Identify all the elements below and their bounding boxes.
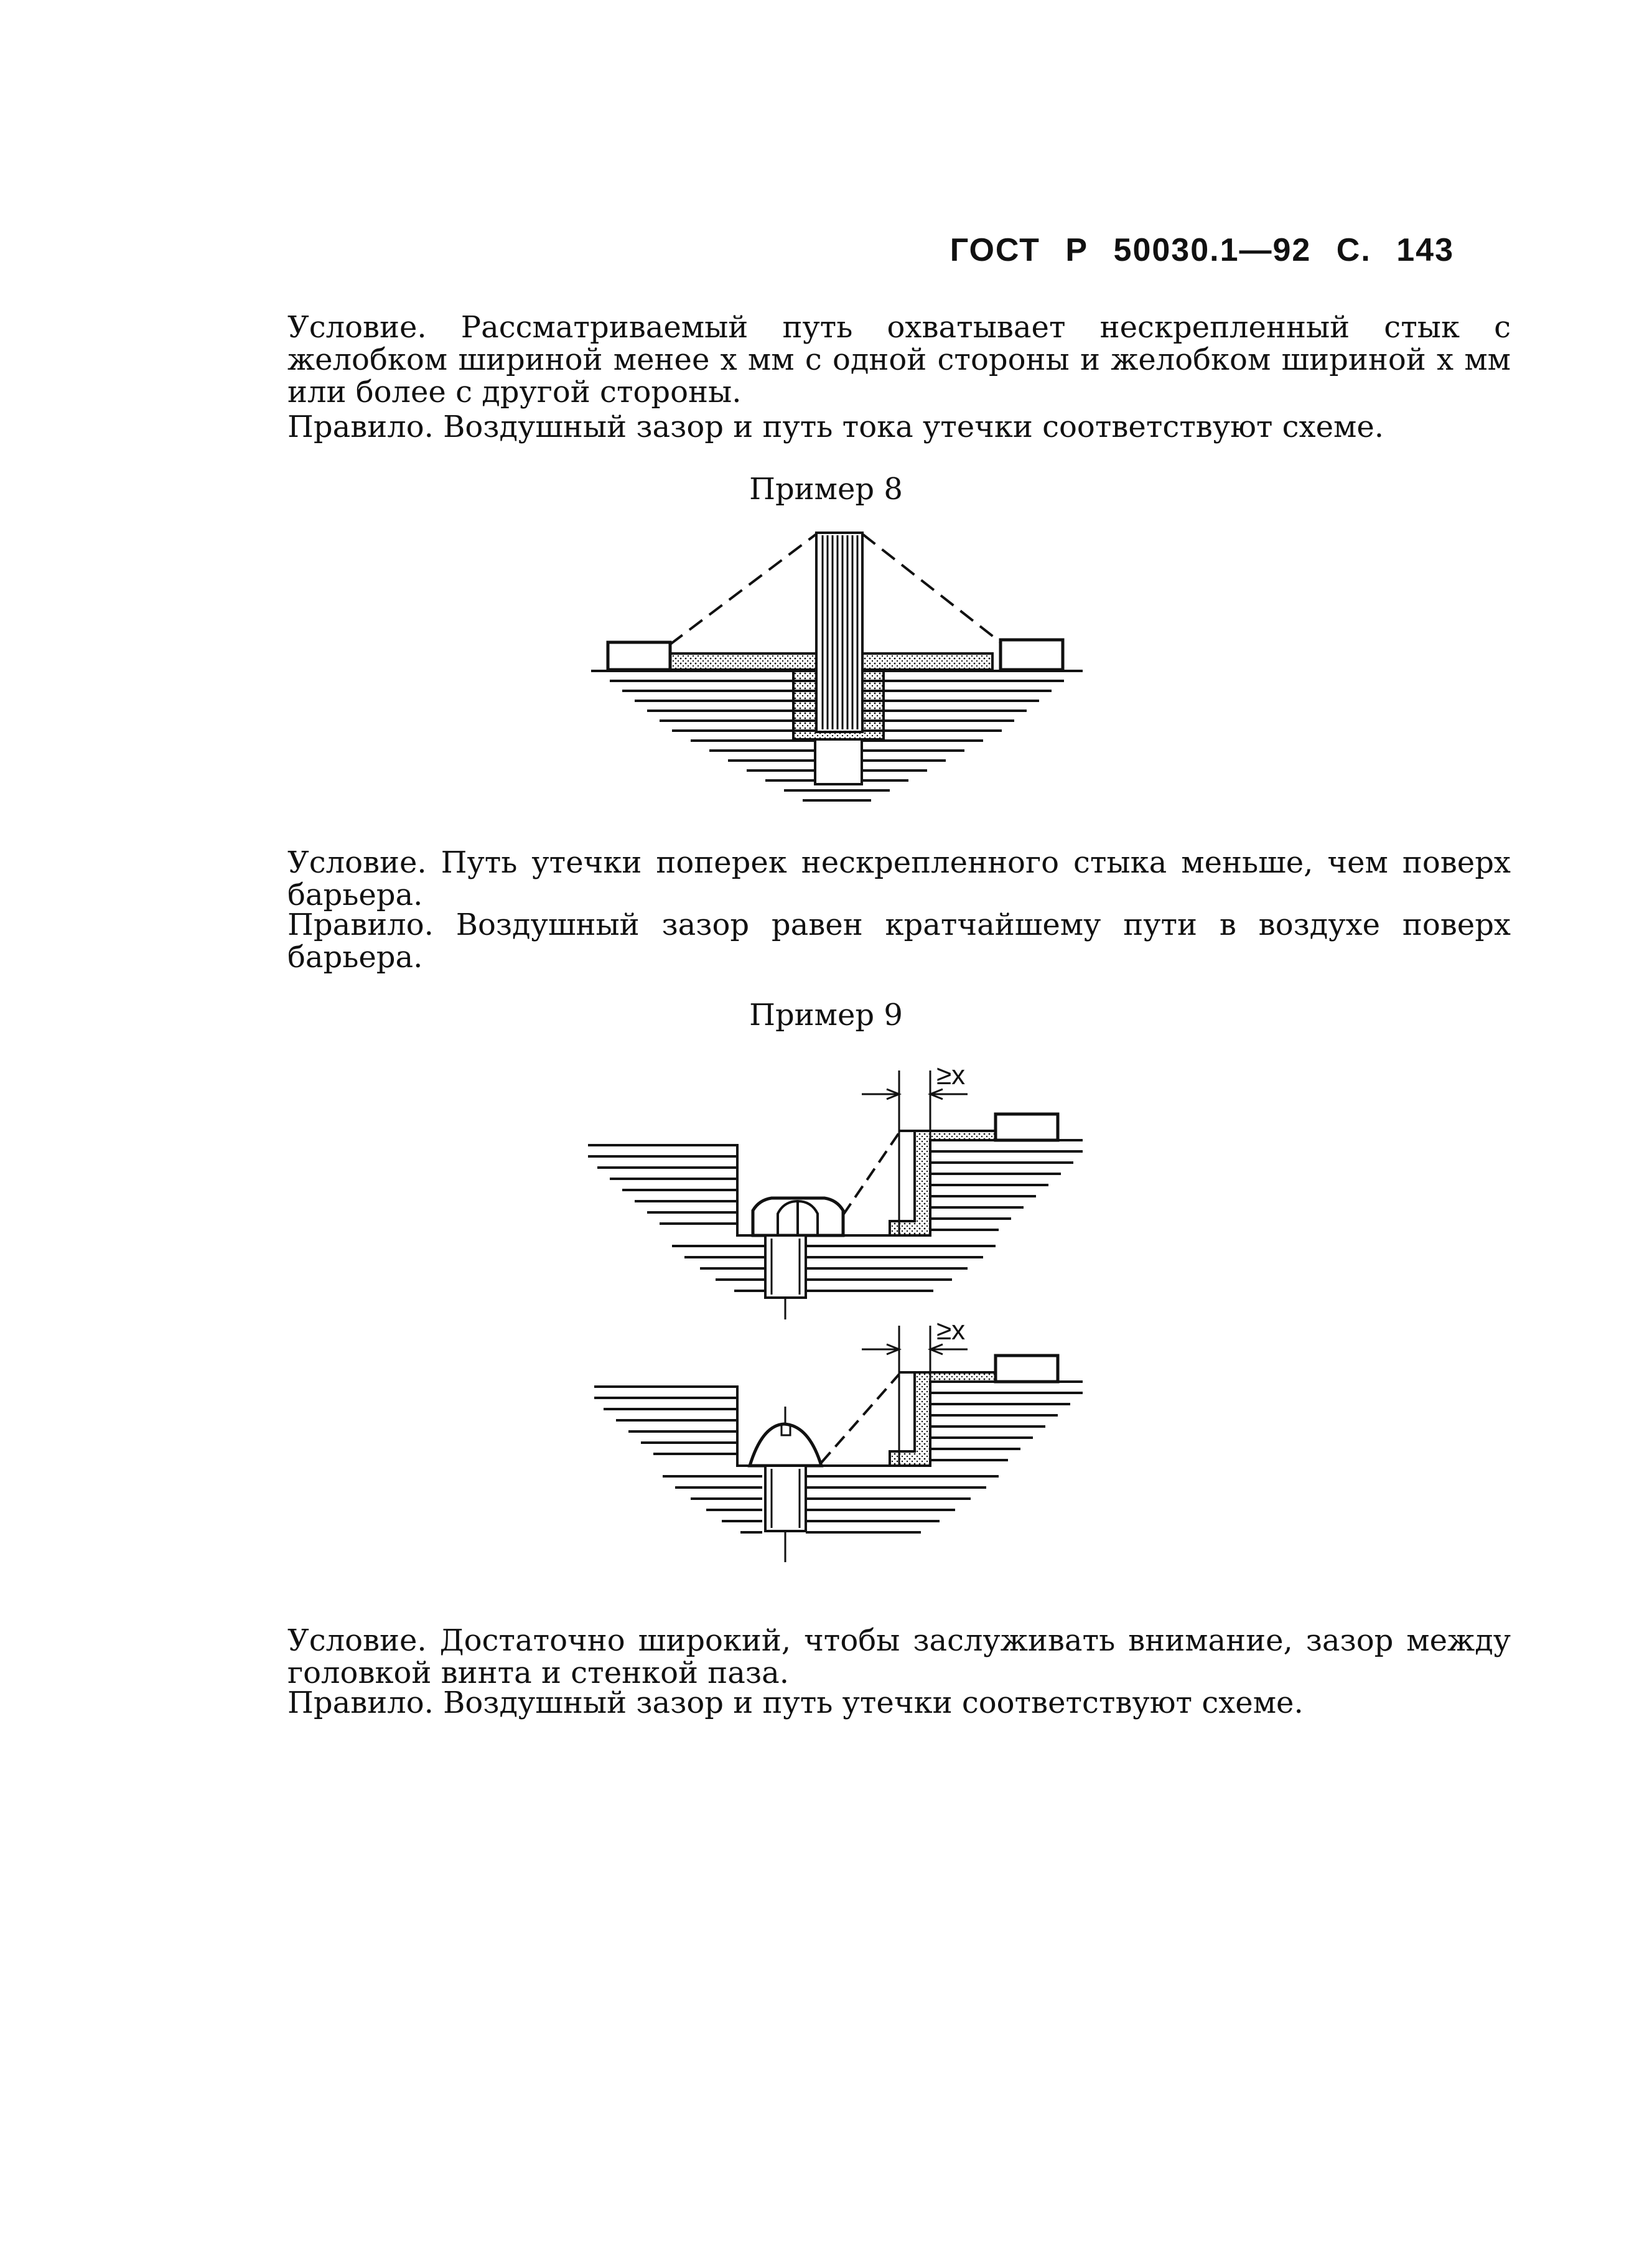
clearance-path xyxy=(821,1374,899,1463)
rule-paragraph-2: Правило. Воздушный зазор равен кратчайшему пути в воздухе поверх барьера. xyxy=(287,907,1511,975)
example-8-caption: Пример 8 xyxy=(749,472,903,507)
conductor xyxy=(996,1114,1058,1140)
condition-paragraph-1: Условие. Рассматриваемый путь охватывает нескрепленный стык с желобком шириной менее x мм с одной стороны и желобком шириной x мм или более с другой стороны. xyxy=(287,310,1511,410)
rule-paragraph-3: Правило. Воздушный зазор и путь утечки соответствуют схеме. xyxy=(287,1685,1304,1720)
rule-paragraph-1: Правило. Воздушный зазор и путь тока утечки соответствуют схеме. xyxy=(287,410,1384,444)
example-9-caption: Пример 9 xyxy=(749,998,903,1033)
example-9-figure-top xyxy=(585,1058,1095,1326)
condition-paragraph-2: Условие. Путь утечки поперек нескрепленного стыка меньше, чем поверх барьера. xyxy=(287,845,1511,912)
conductor-right xyxy=(1001,640,1063,670)
conductor-left xyxy=(608,642,670,670)
dimension-label: ≥x xyxy=(936,1060,966,1090)
page-header: ГОСТ Р 50030.1—92 С. 143 xyxy=(950,232,1454,268)
condition-paragraph-3: Условие. Достаточно широкий, чтобы заслуживать внимание, зазор между головкой винта и стенкой паза. xyxy=(287,1623,1511,1690)
clearance-path xyxy=(843,1133,899,1215)
screw-head-round xyxy=(750,1424,821,1466)
conductor xyxy=(996,1356,1058,1382)
hatching xyxy=(594,1393,1083,1532)
example-8-figure xyxy=(585,523,1095,809)
insulation-layer xyxy=(890,1372,996,1466)
groove-slot xyxy=(815,739,862,784)
example-9-figure-bottom xyxy=(585,1313,1095,1575)
dimension-label: ≥x xyxy=(936,1315,966,1346)
